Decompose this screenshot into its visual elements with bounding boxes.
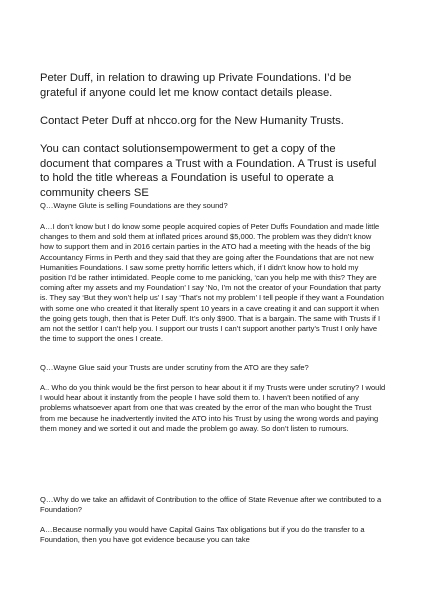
answer-1: A…I don’t know but I do know some people acquired copies of Peter Duffs Foundation and made little changes to them and sold them at inflated prices around $5,000. The problem was they didn’t know how to support them and in 2016 certain parties in the ATO had a meeting with the heads of the big Accountancy Firms in Perth and they said that they are going after the Foundations that are not new Humanities Foundations. I saw some pretty horrific letters which, if I didn’t know how to hold my position I’d be rather intimidated. People come to me panicking, ‘can you help me with this? They are coming after my assets and my Foundation’ I say ‘No, I’m not the creator of your Foundation that party is. They say ‘But they won’t help us’ I say ‘That’s not my problem’ I tell people if they want a Foundation with some one who created it that literally spent 10 years in a cave creating it and can support it when the going gets tough, then that is Peter Duff. It’s only $900. That is a bargain. The same with Trusts if I am not the settlor I can’t help you. I support our trusts I can’t support another party’s Trust I only have the time to support the ones I create. — [40, 222, 384, 344]
intro-paragraph: Peter Duff, in relation to drawing up Private Foundations. I’d be grateful if anyone could let me know contact details please. — [40, 72, 352, 99]
contact-paragraph: Contact Peter Duff at nhcco.org for the New Humanity Trusts. — [40, 115, 344, 127]
question-3: Q…Why do we take an affidavit of Contribution to the office of State Revenue after we contributed to a Foundation? — [40, 495, 382, 515]
question-1: Q…Wayne Glute is selling Foundations are they sound? — [40, 201, 228, 210]
solutions-paragraph: You can contact solutionsempowerment to get a copy of the document that compares a Trust with a Foundation. A Trust is useful to hold the title whereas a Foundation is useful to operate a community cheers SE — [40, 143, 377, 199]
answer-2: A.. Who do you think would be the first person to hear about it if my Trusts were under scrutiny? I would I would hear about it instantly from the people I have sold them to. I haven’t been notified of any problems whatsoever apart from one that was created by the error of the man who bought the Trust from me because he inadvertently invited the ATO into his Trust by using the wrong words and paying them money and we sorted it out and made the problem go away. So don’t listen to rumours. — [40, 383, 386, 433]
answer-3: A…Because normally you would have Capital Gains Tax obligations but if you do the transfer to a Foundation, then you have got evidence because you can take — [40, 525, 365, 545]
question-2: Q…Wayne Glue said your Trusts are under scrutiny from the ATO are they safe? — [40, 363, 309, 372]
